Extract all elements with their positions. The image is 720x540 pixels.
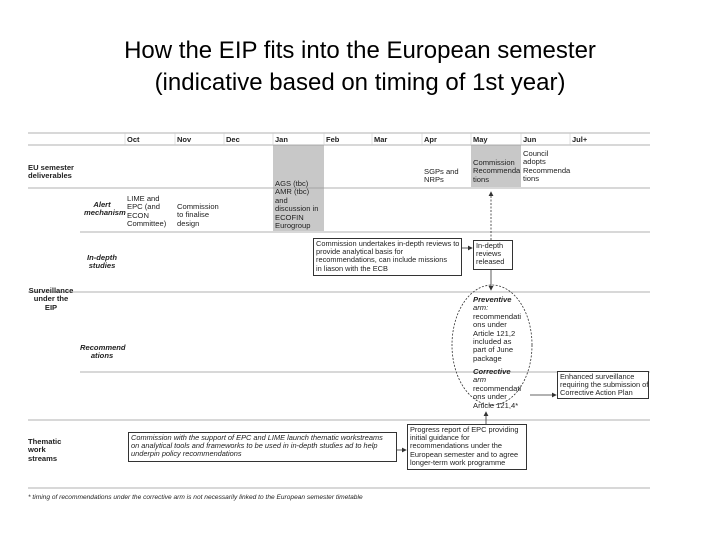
month-label: Oct bbox=[127, 135, 140, 144]
month-label: Jan bbox=[275, 135, 288, 144]
month-label: Dec bbox=[226, 135, 240, 144]
enhanced-surveillance-box: Enhanced surveillance requiring the submission of Corrective Action Plan bbox=[557, 371, 649, 399]
month-label: Nov bbox=[177, 135, 192, 144]
reviews-released-box: In-depth reviews released bbox=[473, 240, 513, 270]
footnote: * timing of recommendations under the corrective arm is not necessarily linked to the European semester timetable bbox=[28, 494, 363, 501]
title-line-2: (indicative based on timing of 1st year) bbox=[154, 69, 566, 96]
row-label-indepth: In-depth studies bbox=[87, 253, 117, 271]
corrective-arm-cell: Corrective arm recommendati ons under Article 121,4* bbox=[473, 367, 522, 410]
month-label: Apr bbox=[424, 135, 437, 144]
month-label: Feb bbox=[326, 135, 340, 144]
month-label: May bbox=[473, 135, 488, 144]
indepth-reviews-box: Commission undertakes in-depth reviews to provide analytical basis for recommendations, can include missions in liason with the ECB bbox=[313, 238, 462, 276]
commission-epc-box: Commission with the support of EPC and LIME launch thematic workstreams on analytical tools and frameworks to be used in in-depth studies ad to help underpin policy recommendations bbox=[128, 432, 397, 462]
row-label-thematic: Thematic work streams bbox=[28, 437, 62, 463]
row-label-eu-semester: EU semester deliverables bbox=[28, 163, 75, 181]
title-line-1: How the EIP fits into the European semester bbox=[124, 37, 596, 64]
preventive-arm-cell: Preventive arm: recommendati ons under Article 121,2 included as part of June package bbox=[473, 295, 522, 363]
sgps-nrps-cell: SGPs and NRPs bbox=[424, 167, 459, 185]
progress-report-box: Progress report of EPC providing initial guidance for recommendations under the European semester and to agree longer-term work programme bbox=[407, 424, 527, 470]
council-adopts-cell: Council adopts Recommenda tions bbox=[523, 149, 571, 184]
month-label: Jul+ bbox=[572, 135, 588, 144]
row-label-surveillance: Surveillance under the EIP bbox=[28, 286, 74, 312]
commission-finalise-cell: Commission to finalise design bbox=[177, 202, 219, 228]
month-label: Jun bbox=[523, 135, 537, 144]
ags-amr-cell: AGS (tbc) AMR (tbc) and discussion in ECOFIN Eurogroup bbox=[275, 179, 319, 231]
commission-recommendations-cell: Commission Recommenda tions bbox=[473, 158, 521, 184]
row-label-alert: Alert mechanism bbox=[84, 200, 126, 218]
lime-epc-cell: LIME and EPC (and ECON Committee) bbox=[127, 194, 167, 229]
row-label-recommendations: Recommend ations bbox=[80, 343, 126, 361]
month-label: Mar bbox=[374, 135, 388, 144]
